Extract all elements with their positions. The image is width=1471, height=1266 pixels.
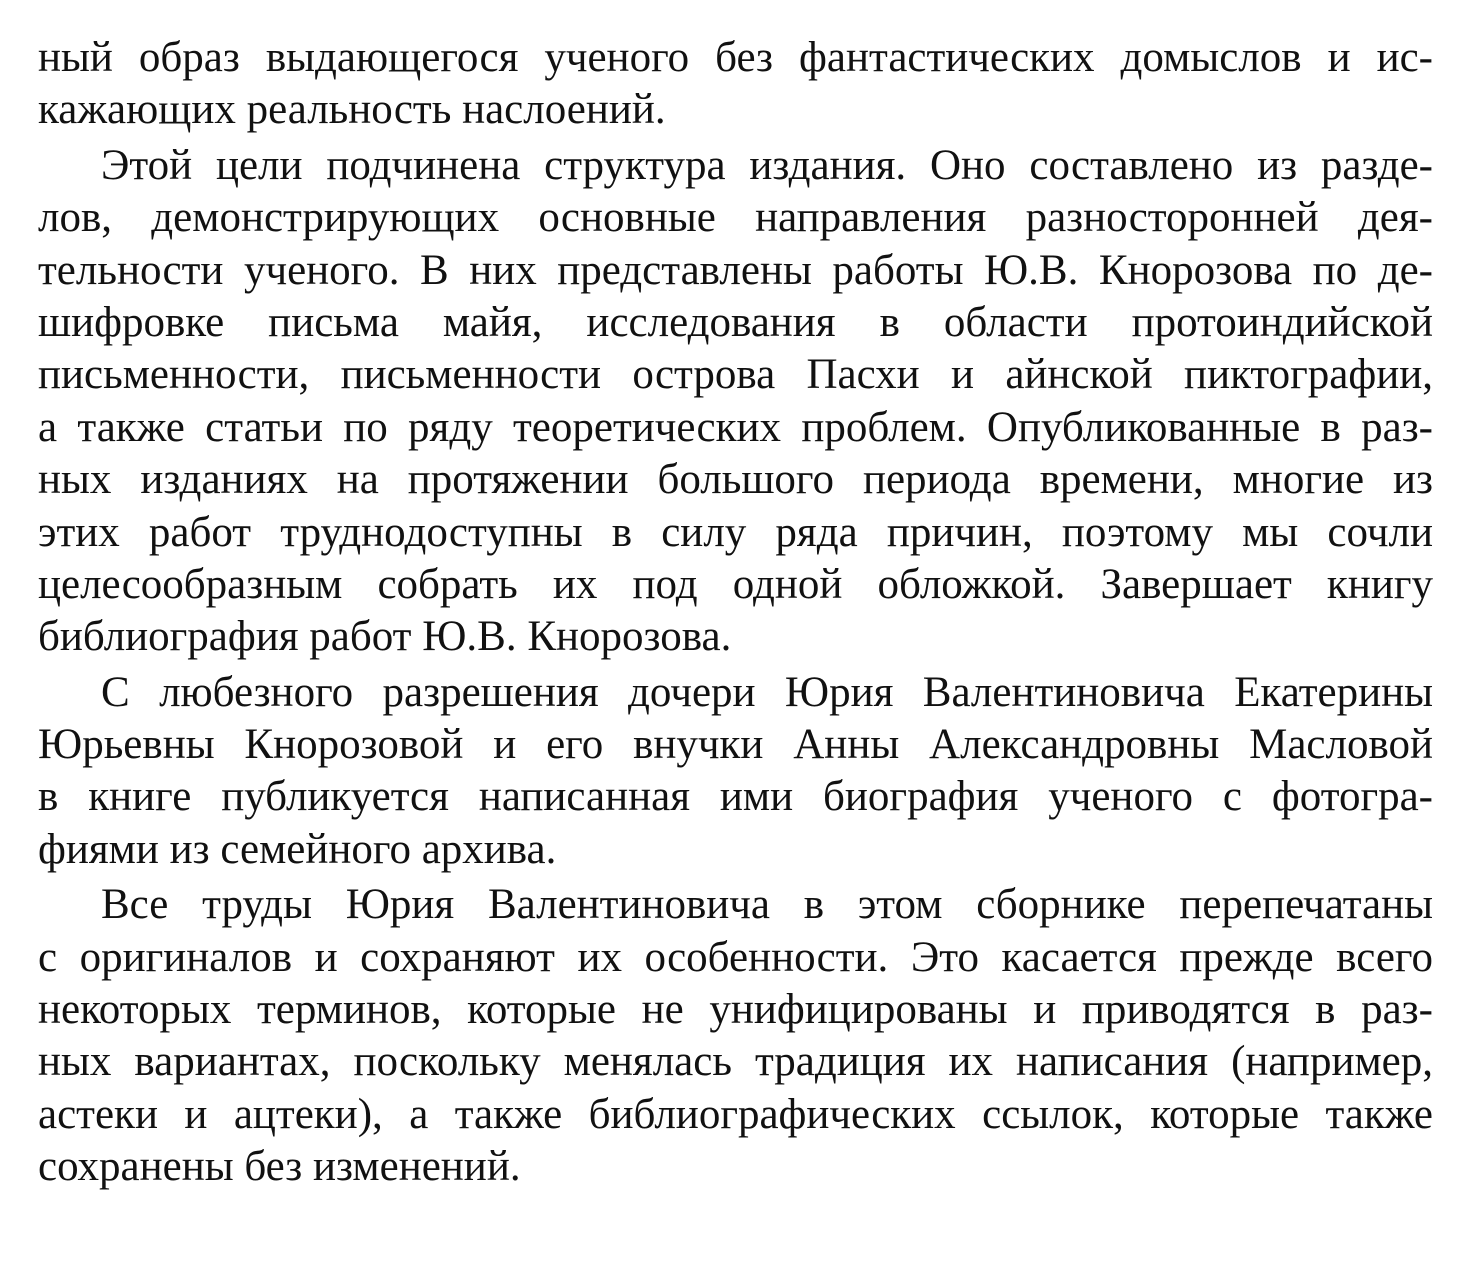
text-line: шифровке письма майя, исследования в области протоиндийской (38, 298, 1433, 346)
text-line: С любезного разрешения дочери Юрия Валентиновича Екатерины (101, 668, 1433, 716)
text-line: ный образ выдающегося ученого без фантастических домыслов и ис- (38, 34, 1433, 81)
text-line: сохранены без изменений. (38, 1143, 521, 1191)
paragraph-2 (38, 140, 1433, 664)
text-line: письменности, письменности острова Пасхи и айнской пиктографии, (38, 351, 1433, 399)
paragraph-1 (38, 32, 1433, 137)
text-line: целесообразным собрать их под одной обложкой. Завершает книгу (38, 560, 1433, 608)
text-line: фиями из семейного архива. (38, 825, 557, 873)
text-line: библиография работ Ю.В. Кнорозова. (38, 613, 732, 661)
text-line: лов, демонстрирующих основные направления разносторонней дея- (38, 194, 1433, 242)
text-line: некоторых терминов, которые не унифицированы и приводятся в раз- (38, 986, 1433, 1034)
text-line: Этой цели подчинена структура издания. Оно составлено из разде- (101, 141, 1433, 189)
text-line: Юрьевны Кнорозовой и его внучки Анны Александровны Масловой (38, 721, 1433, 769)
text-line: тельности ученого. В них представлены работы Ю.В. Кнорозова по де- (38, 246, 1433, 294)
text-line: в книге публикуется написанная ими биография ученого с фотогра- (38, 773, 1433, 821)
text-line: кажающих реальность наслоений. (38, 86, 666, 134)
text-line: ных вариантах, поскольку менялась традиция их написания (например, (38, 1038, 1433, 1086)
text-line: с оригиналов и сохраняют их особенности. Это касается прежде всего (38, 933, 1433, 981)
text-line: а также статьи по ряду теоретических проблем. Опубликованные в раз- (38, 403, 1433, 451)
text-line: Все труды Юрия Валентиновича в этом сборнике перепечатаны (101, 881, 1433, 929)
paragraph-3 (38, 667, 1433, 877)
text-line: этих работ труднодоступны в силу ряда причин, поэтому мы сочли (38, 508, 1433, 556)
paragraph-4 (38, 879, 1433, 1193)
text-line: астеки и ацтеки), а также библиографических ссылок, которые также (38, 1090, 1433, 1138)
text-line: ных изданиях на протяжении большого периода времени, многие из (38, 456, 1433, 504)
